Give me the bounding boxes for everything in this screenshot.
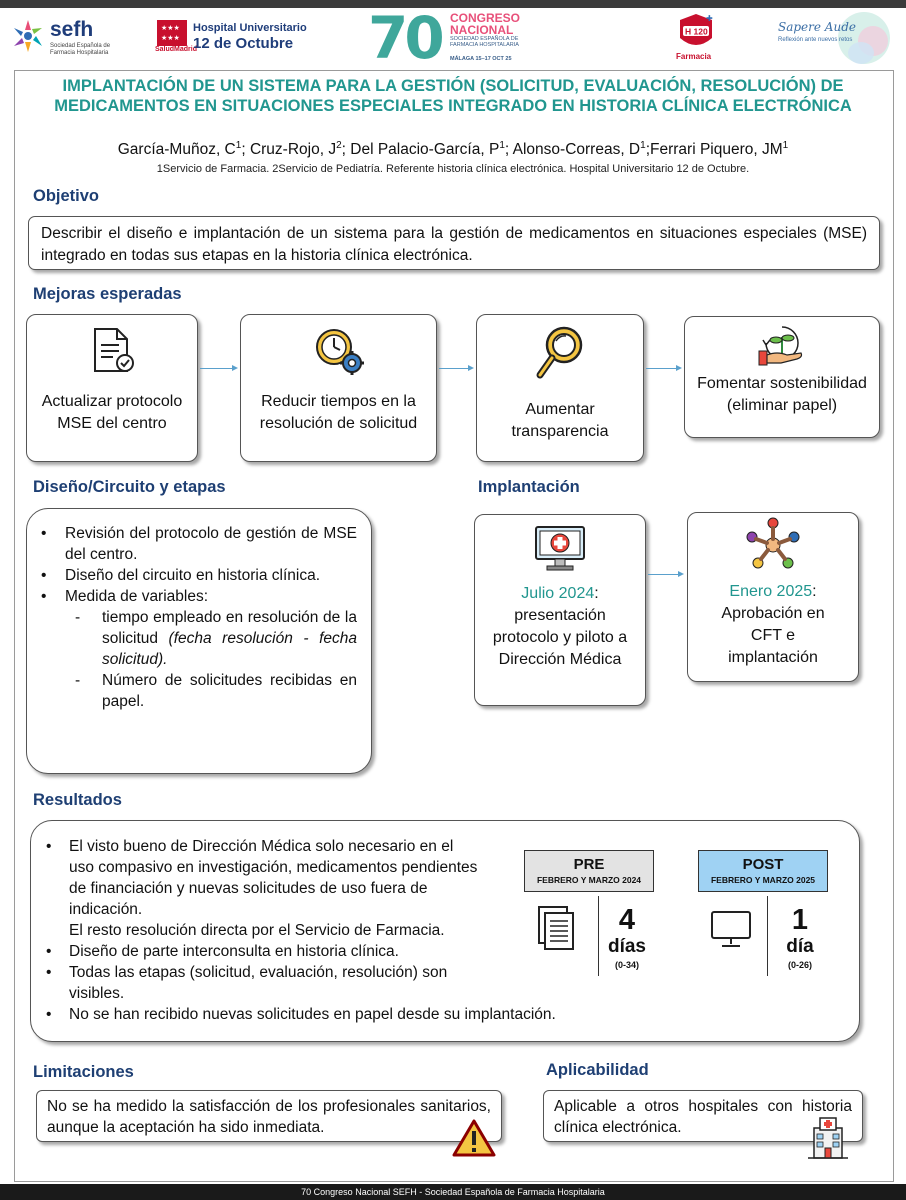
diseno-box <box>26 508 372 774</box>
objetivo-box <box>28 216 880 270</box>
hospital-line2: 12 de Octubre <box>193 35 294 52</box>
mejora-card-transparencia <box>476 314 644 462</box>
top-bar <box>0 0 906 8</box>
hospital-line1: Hospital Universitario <box>193 22 307 34</box>
header-logos <box>0 4 906 72</box>
diseno-heading: Diseño/Circuito y etapas <box>33 478 226 496</box>
implantacion-step-1 <box>474 514 646 706</box>
congreso-line2: NACIONAL <box>450 23 514 37</box>
diseno-sub-2: - Número de solicitudes recibidas en papel. <box>75 670 357 712</box>
arrow-2 <box>439 368 472 369</box>
post-result: 1 día (0-26) <box>786 904 814 970</box>
madrid-stars-icon <box>157 20 187 46</box>
diseno-list <box>37 523 357 607</box>
monitor-medical-icon <box>534 525 586 573</box>
objetivo-heading: Objetivo <box>33 187 100 205</box>
limitaciones-heading: Limitaciones <box>33 1063 134 1081</box>
svg-text:★★★: ★★★ <box>161 35 180 42</box>
plant-hand-icon <box>757 323 807 367</box>
mejora-label-protocolo: Actualizar protocolo MSE del centro <box>41 393 183 432</box>
mejora-label-transparencia: Aumentar transparencia <box>511 401 609 440</box>
arrow-1 <box>200 368 236 369</box>
implantacion-step-1-date-line: Julio 2024: <box>521 585 599 602</box>
computer-icon <box>710 910 754 950</box>
footer: 70 Congreso Nacional SEFH - Sociedad Española de Farmacia Hospitalaria <box>0 1184 906 1200</box>
authors: García-Muñoz, $C^1$; Cruz-Rojo, $J^2$; Del Palacio-García, $P^1$; Alonso-Correas, $D^1;Ferrari$ Piquero, $JM^1$ <box>117 140 789 159</box>
pre-tag <box>524 850 654 892</box>
sapere-title: Sapere Aude <box>778 20 856 34</box>
sapere-sub: Reflexión ante nuevos retos <box>778 37 853 43</box>
sapere-logo <box>778 20 888 60</box>
implantacion-heading: Implantación <box>478 478 580 496</box>
resultado-bullet-4: • No se han recibido nuevas solicitudes en papel desde su implantación. <box>42 1004 662 1025</box>
implantacion-step-2 <box>687 512 859 682</box>
resultado-bullet-1: • El visto bueno de Dirección Médica solo necesario en el uso compasivo en investigación, medicamentos pendientes de financiación y nuevas solicitudes de uso fuera de indicación. <box>42 836 482 920</box>
h120-logo <box>672 12 720 70</box>
arrow-impl <box>648 574 682 575</box>
svg-text:✚: ✚ <box>706 14 713 23</box>
resultados-heading: Resultados <box>33 791 122 809</box>
post-label: POST <box>742 856 784 873</box>
diseno-bullet-2: • Diseño del circuito en historia clínica. <box>37 565 357 586</box>
diseno-bullet-1: • Revisión del protocolo de gestión de MSE del centro. <box>37 523 357 565</box>
resultado-bullet-3: • Todas las etapas (solicitud, evaluación, resolución) son visibles. <box>42 962 492 1004</box>
implantacion-step-1-text: presentación protocolo y piloto a Dirección Médica <box>492 607 628 668</box>
team-hands-icon <box>744 515 802 575</box>
h120-text: H 120 <box>685 26 708 37</box>
poster-title: IMPLANTACIÓN DE UN SISTEMA PARA LA GESTIÓN (SOLICITUD, EVALUACIÓN, RESOLUCIÓN) DE MEDICAMENTOS EN SITUACIONES ESPECIALES INTEGRADO EN HISTORIA CLÍNICA ELECTRÓNICA <box>54 77 852 115</box>
mejora-card-sostenibilidad <box>684 316 880 438</box>
diseno-bullet-3: • Medida de variables: <box>37 586 357 607</box>
aplicabilidad-text: Aplicable a otros hospitales con historia clínica electrónica. <box>554 1098 852 1136</box>
hospital-logo <box>155 20 315 62</box>
sefh-name: sefh <box>50 18 94 41</box>
clock-gear-icon <box>312 325 366 377</box>
mejora-label-tiempos: Reducir tiempos en la resolución de solicitud <box>259 393 418 432</box>
implantacion-step-2-text: Aprobación en CFT e implantación <box>721 605 825 666</box>
resultados-list <box>42 836 556 1025</box>
implantacion-step-2-date-line: Enero 2025: <box>729 583 817 600</box>
h120-sub: Farmacia <box>676 52 712 61</box>
affiliations: 1Servicio de Farmacia. 2Servicio de Pediatría. Referente historia clínica electrónica. Hospital Universitario 12 de Octubre. <box>156 163 750 175</box>
mejora-card-protocolo <box>26 314 198 462</box>
document-check-icon <box>87 325 137 377</box>
diseno-sub-1: - tiempo empleado en resolución de la solicitud (fecha resolución - fecha solicitud). <box>75 607 357 670</box>
post-tag <box>698 850 828 892</box>
congreso-number: 70 <box>368 4 441 72</box>
objetivo-text: Describir el diseño e implantación de un sistema para la gestión de medicamentos en situaciones especiales (MSE) integrado en todas sus etapas en la historia clínica electrónica. <box>41 225 867 264</box>
saludmadrid-label: SaludMadrid <box>155 46 198 53</box>
resultado-bullet-2: • Diseño de parte interconsulta en historia clínica. <box>42 941 532 962</box>
pre-divider <box>598 896 599 976</box>
warning-icon <box>452 1118 496 1158</box>
mejoras-heading: Mejoras esperadas <box>33 285 182 303</box>
pre-result: 4 días (0-34) <box>607 904 647 970</box>
aplicabilidad-heading: Aplicabilidad <box>546 1061 649 1079</box>
sefh-subtitle: Sociedad Española de Farmacia Hospitalaria <box>50 43 111 56</box>
sefh-mark-icon <box>10 16 46 56</box>
magnifier-icon <box>532 323 588 383</box>
mejora-label-sostenibilidad: Fomentar sostenibilidad (eliminar papel) <box>697 375 867 414</box>
limitaciones-text: No se ha medido la satisfacción de los profesionales sanitarios, aunque la aceptación ha sido inmediata. <box>47 1098 491 1136</box>
post-divider <box>767 896 768 976</box>
svg-text:★★★: ★★★ <box>161 25 180 32</box>
post-period: FEBRERO Y MARZO 2025 <box>710 875 816 885</box>
congreso-line1: CONGRESO <box>450 11 521 25</box>
limitaciones-box <box>36 1090 502 1142</box>
hospital-building-icon <box>806 1116 850 1160</box>
sefh-logo <box>10 16 130 62</box>
mejora-card-tiempos <box>240 314 437 462</box>
congreso-place: MÁLAGA 15–17 OCT 25 <box>450 56 512 62</box>
congreso-logo <box>368 4 538 72</box>
pre-period: FEBRERO Y MARZO 2024 <box>536 875 642 885</box>
resultado-bullet-1-cont: El resto resolución directa por el Servicio de Farmacia. <box>69 922 445 939</box>
paper-stack-icon <box>537 905 577 951</box>
diseno-sublist <box>37 607 357 712</box>
arrow-3 <box>646 368 680 369</box>
congreso-sub: SOCIEDAD ESPAÑOLA DE FARMACIA HOSPITALARIA <box>450 36 519 48</box>
pre-label: PRE <box>573 856 605 873</box>
h120-badge-icon <box>672 12 720 52</box>
